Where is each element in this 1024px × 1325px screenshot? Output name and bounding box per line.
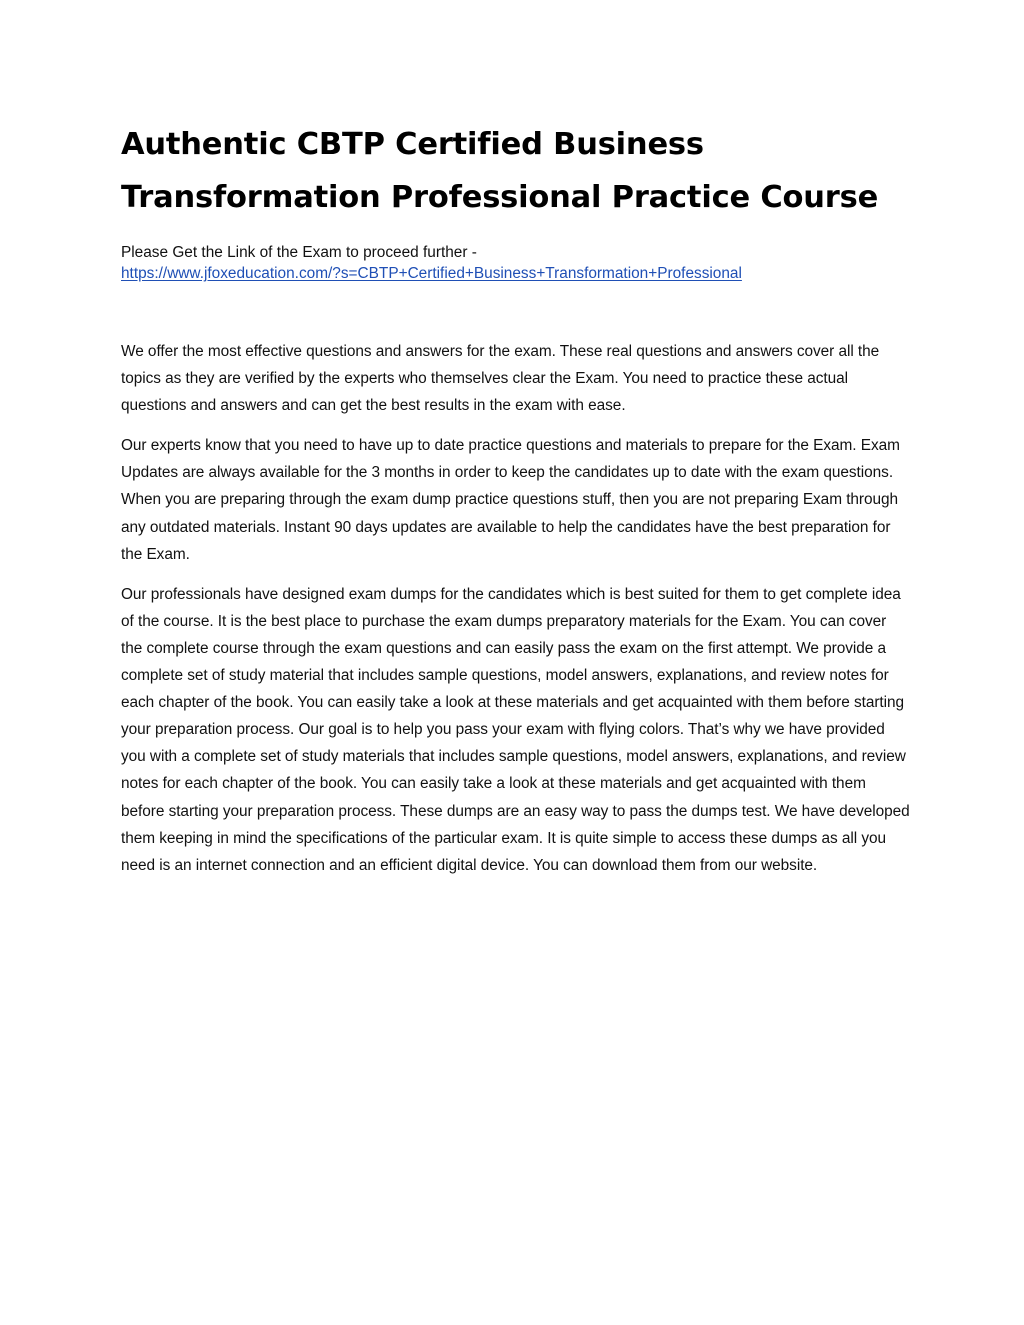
document-content [121,118,911,892]
exam-link[interactable]: https://www.jfoxeducation.com/?s=CBTP+Certified+Business+Transformation+Professional [121,265,742,282]
paragraph-3: Our professionals have designed exam dumps for the candidates which is best suited for them to get complete idea of the course. It is the best place to purchase the exam dumps preparatory materials for the Exam. You can cover the complete course through the exam questions and can easily pass the exam on the first attempt. We provide a complete set of study material that includes sample questions, model answers, explanations, and review notes for each chapter of the book. You can easily take a look at these materials and get acquainted with them before starting your preparation process. Our goal is to help you pass your exam with flying colors. That’s why we have provided you with a complete set of study materials that includes sample questions, model answers, explanations, and review notes for each chapter of the book. You can easily take a look at these materials and get acquainted with them before starting your preparation process. These dumps are an easy way to pass the dumps test. We have developed them keeping in mind the specifications of the particular exam. It is quite simple to access these dumps as all you need is an internet connection and an efficient digital device. You can download them from our website. [121,585,910,874]
paragraph-2: Our experts know that you need to have up to date practice questions and materials to prepare for the Exam. Exam Updates are always available for the 3 months in order to keep the candidates up to date with the exam questions. When you are preparing through the exam dump practice questions stuff, then you are not preparing Exam through any outdated materials. Instant 90 days updates are available to help the candidates have the best preparation for the Exam. [121,437,900,563]
intro-text: Please Get the Link of the Exam to proceed further - [121,244,477,261]
intro-block [121,242,911,284]
paragraph-1: We offer the most effective questions and answers for the exam. These real questions and answers cover all the topics as they are verified by the experts who themselves clear the Exam. You need to practice these actual questions and answers and can get the best results in the exam with ease. [121,343,880,415]
body-paragraphs [121,338,911,879]
document-title: Authentic CBTP Certified Business Transformation Professional Practice Course [121,127,879,215]
